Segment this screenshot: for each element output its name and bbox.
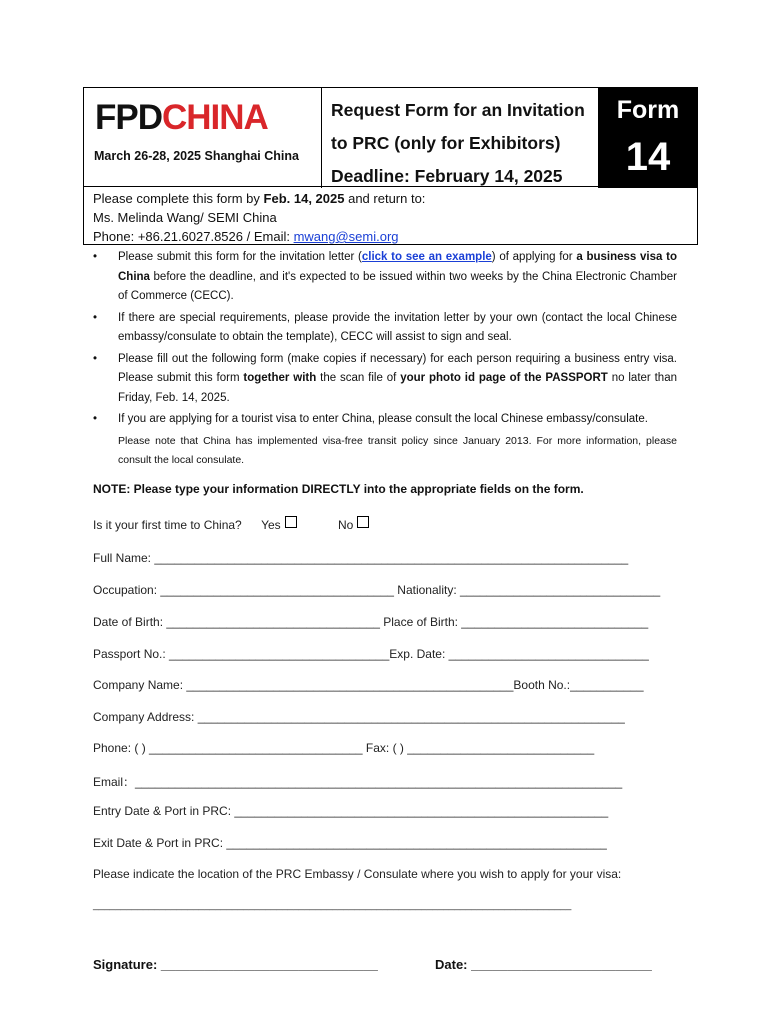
form-title: Request Form for an Invitation: [331, 100, 585, 120]
date-field[interactable]: Date: _________________________: [435, 957, 652, 972]
embassy-location-field[interactable]: ______________________________________________________________________________________: [93, 900, 572, 911]
form-number-box: [598, 88, 698, 188]
instruction-item: • If you are applying for a tourist visa to enter China, please consult the local Chinese embassy/consulate.: [93, 413, 648, 425]
form-subtitle: to PRC (only for Exhibitors): [331, 133, 561, 153]
instructions-list: [93, 248, 677, 470]
form-number: 14: [625, 135, 671, 179]
birth-field[interactable]: Date of Birth: ________________________________ Place of Birth: ____________________________: [93, 615, 649, 629]
instruction-item: • Please fill out the following form (make copies if necessary) for each person requiring a business entry visa. Please submit this form together with the scan file of your photo id page of the PASSPORT no later than Friday, Feb. 14, 2025.: [93, 352, 677, 404]
fpd-china-logo: FPDCHINA: [95, 98, 268, 137]
instruction-item: • If there are special requirements, please provide the invitation letter by your own (contact the local Chinese embassy/consulate to obtain the template), CECC will assist to sign and seal.: [93, 311, 677, 343]
contact-info: [83, 187, 698, 245]
embassy-question: Please indicate the location of the PRC Embassy / Consulate where you wish to apply for your visa:: [93, 867, 622, 881]
contact-line-1: Please complete this form by Feb. 14, 2025 and return to:: [93, 191, 426, 206]
occupation-nationality-field[interactable]: Occupation: ___________________________________ Nationality: ______________________________: [93, 583, 661, 597]
no-checkbox[interactable]: [357, 516, 369, 528]
company-address-field[interactable]: Company Address: ________________________________________________________________: [93, 710, 625, 724]
full-name-field[interactable]: Full Name: _______________________________________________________________________: [93, 551, 629, 565]
yes-checkbox[interactable]: [285, 516, 297, 528]
passport-field[interactable]: Passport No.: _________________________________Exp. Date: ______________________________: [93, 647, 649, 661]
email-link[interactable]: mwang@semi.org: [293, 229, 399, 244]
instruction-item: • Please submit this form for the invitation letter (click to see an example) of applying for a business visa to China before the deadline, and it's expected to be issued within two weeks by the China Electronic Chamber of Commerce (CECC).: [93, 251, 677, 302]
phone-fax-field[interactable]: Phone: ( ) ________________________________ Fax: ( ) ____________________________: [93, 741, 595, 755]
form-header: [83, 87, 698, 187]
contact-line-3: Phone: +86.21.6027.8526 / Email: mwang@semi.org: [93, 229, 399, 244]
deadline: Deadline: February 14, 2025: [331, 166, 563, 186]
typing-note: NOTE: Please type your information DIRECTLY into the appropriate fields on the form.: [93, 482, 584, 496]
exit-date-field[interactable]: Exit Date & Port in PRC: _________________________________________________________: [93, 836, 607, 850]
email-field[interactable]: Email：_________________________________________________________________________: [93, 775, 623, 789]
first-time-question: Is it your first time to China? Yes No: [93, 516, 369, 532]
visa-transit-note: Please note that China has implemented visa-free transit policy since January 2013. For more information, please consult the local consulate.: [118, 434, 677, 466]
company-name-field[interactable]: Company Name: _________________________________________________Booth No.:___________: [93, 678, 644, 692]
event-date: March 26-28, 2025 Shanghai China: [94, 149, 299, 163]
header-divider: [321, 88, 322, 188]
entry-date-field[interactable]: Entry Date & Port in PRC: ________________________________________________________: [93, 804, 609, 818]
form-label: Form: [616, 96, 680, 124]
example-link[interactable]: click to see an example: [361, 251, 492, 263]
signature-field[interactable]: Signature: ______________________________: [93, 957, 378, 972]
contact-line-2: Ms. Melinda Wang/ SEMI China: [93, 210, 277, 225]
